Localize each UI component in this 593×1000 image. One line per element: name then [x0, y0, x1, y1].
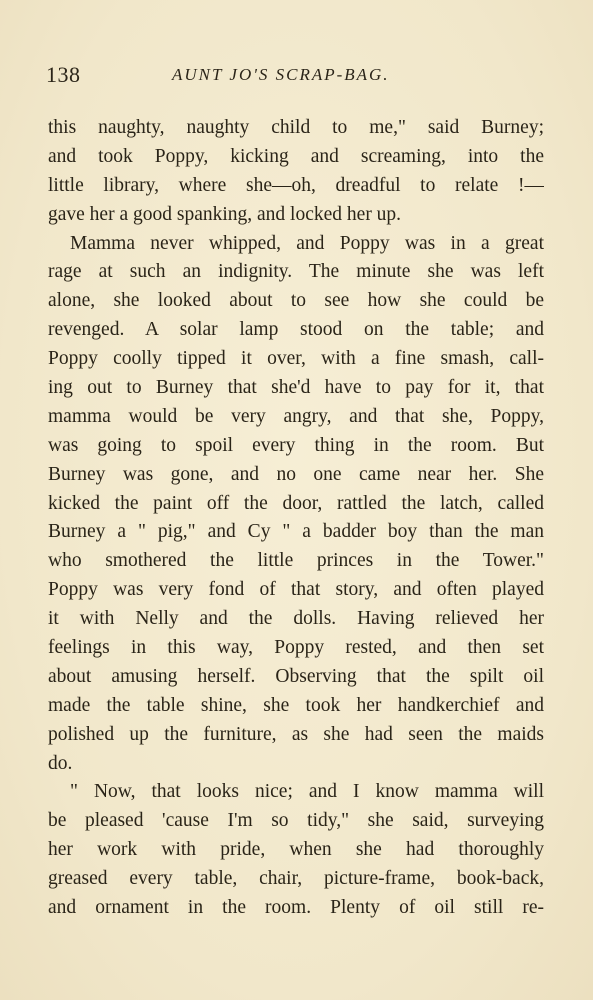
text-line: about amusing herself. Observing that the spilt oil [48, 665, 544, 687]
text-line: greased every table, chair, picture-frame, book-back, [48, 868, 544, 890]
text-line: Mamma never whipped, and Poppy was in a great [70, 232, 544, 254]
text-line: " Now, that looks nice; and I know mamma will [70, 781, 544, 803]
page-number: 138 [46, 62, 81, 87]
text-line: mamma would be very angry, and that she, Poppy, [48, 405, 544, 427]
running-head: AUNT JO'S SCRAP-BAG. [172, 65, 390, 84]
text-line: Burney was gone, and no one came near her. She [48, 463, 544, 485]
text-line: little library, where she—oh, dreadful to relate !— [48, 174, 544, 196]
text-line: feelings in this way, Poppy rested, and then set [48, 637, 544, 659]
text-line: do. [48, 752, 73, 774]
text-line: rage at such an indignity. The minute she was left [48, 261, 544, 283]
text-line: her work with pride, when she had thoroughly [48, 839, 544, 861]
text-line: alone, she looked about to see how she could be [48, 290, 544, 312]
text-line: made the table shine, she took her handkerchief and [48, 694, 544, 716]
text-line: and ornament in the room. Plenty of oil still re- [48, 897, 544, 919]
text-line: was going to spoil every thing in the room. But [48, 434, 544, 456]
text-line: gave her a good spanking, and locked her up. [48, 203, 402, 225]
text-line: and took Poppy, kicking and screaming, into the [48, 145, 544, 167]
text-line: Burney a " pig," and Cy " a badder boy than the man [48, 521, 544, 543]
text-line: Poppy was very fond of that story, and often played [48, 579, 544, 601]
text-line: revenged. A solar lamp stood on the table; and [48, 319, 544, 341]
text-line: be pleased 'cause I'm so tidy," she said, surveying [48, 810, 544, 832]
text-line: kicked the paint off the door, rattled the latch, called [48, 492, 544, 514]
text-line: this naughty, naughty child to me," said Burney; [48, 117, 544, 138]
text-line: who smothered the little princes in the Tower." [48, 550, 544, 572]
text-line: polished up the furniture, as she had seen the maids [48, 723, 544, 745]
body-text [48, 114, 544, 923]
text-line: ing out to Burney that she'd have to pay for it, that [48, 377, 544, 399]
text-line: Poppy coolly tipped it over, with a fine smash, call- [48, 348, 544, 370]
page-header [46, 62, 546, 92]
text-line: it with Nelly and the dolls. Having relieved her [48, 608, 544, 630]
